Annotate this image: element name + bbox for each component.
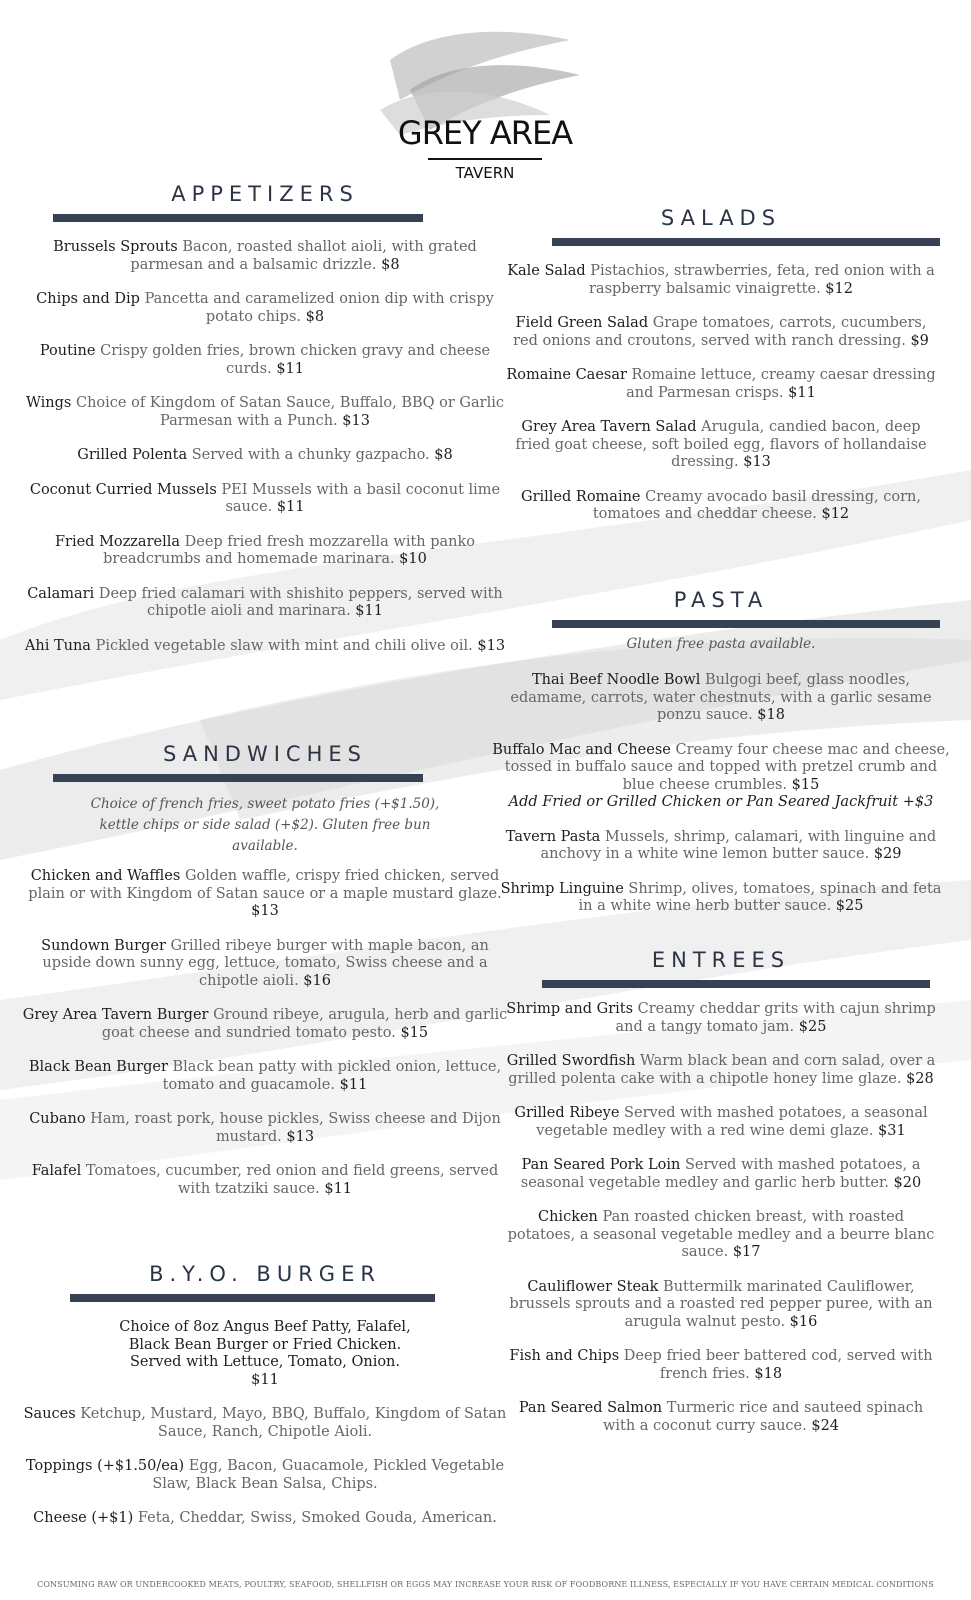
- menu-item-description: Creamy cheddar grits with cajun shrimp and a tangy tomato jam.: [615, 1001, 936, 1035]
- menu-item: [502, 1105, 940, 1140]
- menu-item-description: Egg, Bacon, Guacamole, Pickled Vegetable Slaw, Black Bean Salsa, Chips.: [152, 1458, 505, 1492]
- menu-item-price: $11: [350, 603, 383, 619]
- menu-item-name: Cauliflower Steak: [527, 1278, 659, 1295]
- appetizers-list: [20, 239, 510, 655]
- menu-item-name: Shrimp Linguine: [500, 880, 624, 897]
- menu-item: [502, 1053, 940, 1088]
- menu-item-name: Grilled Polenta: [77, 447, 188, 463]
- menu-item-description: Pistachios, strawberries, feta, red onion with a raspberry balsamic vinaigrette.: [585, 263, 935, 297]
- sandwiches-list: [20, 868, 510, 1198]
- menu-item-description: Turmeric rice and sauteed spinach with a coconut curry sauce.: [602, 1400, 924, 1434]
- menu-item: [492, 829, 950, 864]
- menu-item: [502, 1348, 940, 1383]
- section-title: SALADS: [660, 206, 782, 230]
- menu-item-name: Buffalo Mac and Cheese: [492, 741, 671, 758]
- menu-item: [492, 672, 950, 725]
- menu-item-description: Crispy golden fries, brown chicken gravy and cheese curds.: [95, 343, 491, 377]
- section-divider: [552, 238, 940, 246]
- menu-item: [502, 1157, 940, 1192]
- menu-item: [502, 1400, 940, 1435]
- menu-item-price: $17: [728, 1244, 761, 1260]
- menu-item: [504, 367, 938, 402]
- menu-item-description: Black bean patty with pickled onion, lettuce, tomato and guacamole.: [162, 1059, 502, 1093]
- menu-item-description: Creamy avocado basil dressing, corn, tomatoes and cheddar cheese.: [592, 488, 921, 522]
- menu-item-description: Tomatoes, cucumber, red onion and field greens, served with tzatziki sauce.: [81, 1163, 499, 1197]
- menu-item-description: Ground ribeye, arugula, herb and garlic goat cheese and sundried tomato pesto.: [101, 1007, 508, 1041]
- menu-item: [504, 419, 938, 472]
- menu-item-name: Cheese (+$1): [33, 1510, 134, 1526]
- menu-item-description: Feta, Cheddar, Swiss, Smoked Gouda, American.: [133, 1510, 497, 1526]
- menu-item-name: Coconut Curried Mussels: [29, 481, 217, 498]
- menu-item-description: Served with mashed potatoes, a seasonal vegetable medley with a red wine demi glaze.: [536, 1105, 928, 1139]
- menu-item-name: Toppings (+$1.50/ea): [25, 1458, 185, 1474]
- menu-item-description: Grilled ribeye burger with maple bacon, an upside down sunny egg, lettuce, tomato, Swiss cheese and a chipotle aioli.: [42, 937, 489, 989]
- menu-item-price: $16: [785, 1313, 818, 1330]
- menu-item-name: Fish and Chips: [509, 1348, 620, 1364]
- logo-subtitle: TAVERN: [455, 164, 515, 182]
- section-title: APPETIZERS: [171, 182, 359, 206]
- appetizers-section: [20, 180, 510, 655]
- menu-item: [20, 938, 510, 991]
- menu-item-price: $24: [806, 1417, 840, 1434]
- menu-item: [20, 395, 510, 430]
- menu-item-name: Calamari: [27, 585, 95, 602]
- menu-item-name: Tavern Pasta: [505, 828, 601, 845]
- logo-title: GREY AREA: [397, 114, 573, 152]
- section-title: ENTREES: [651, 948, 791, 972]
- menu-item-description: Served with a chunky gazpacho.: [187, 447, 430, 463]
- menu-item-name: Cubano: [29, 1111, 86, 1127]
- menu-item-price: $13: [738, 454, 771, 470]
- menu-item-description: Bacon, roasted shallot aioli, with grated parmesan and a balsamic drizzle.: [130, 239, 477, 273]
- footer-disclaimer: CONSUMING RAW OR UNDERCOOKED MEATS, POULTRY, SEAFOOD, SHELLFISH OR EGGS MAY INCREASE YOUR RISK OF FOODBORNE ILLNESS, ESPECIALLY IF YOU HAVE CERTAIN MEDICAL CONDITIONS: [37, 1580, 934, 1589]
- menu-item: [20, 447, 510, 465]
- menu-item-description: Deep fried fresh mozzarella with panko breadcrumbs and homemade marinara.: [103, 533, 476, 567]
- menu-item: [492, 881, 950, 916]
- menu-item-price: $18: [749, 1365, 783, 1382]
- menu-item-price: $8: [376, 256, 400, 273]
- menu-item-price: $25: [794, 1018, 827, 1035]
- menu-item: [20, 638, 510, 656]
- menu-item-price: $12: [816, 506, 850, 522]
- byo-list: [20, 1406, 510, 1528]
- menu-item-price: $31: [873, 1122, 906, 1139]
- entrees-section: [492, 946, 950, 1435]
- menu-item-price: $16: [298, 972, 331, 989]
- menu-item-description: Grape tomatoes, carrots, cucumbers, red onions and croutons, served with ranch dressing.: [513, 315, 927, 349]
- menu-item: [20, 291, 510, 326]
- menu-item-name: Grey Area Tavern Salad: [521, 419, 697, 435]
- menu-item-price: $11: [272, 499, 305, 515]
- menu-item-name: Chips and Dip: [36, 291, 140, 307]
- menu-item-name: Romaine Caesar: [506, 367, 627, 383]
- menu-item-price: $11: [335, 1076, 368, 1093]
- menu-item-addon: Add Fried or Grilled Chicken or Pan Seared Jackfruit +$3: [508, 794, 934, 810]
- menu-item-name: Grey Area Tavern Burger: [22, 1007, 209, 1023]
- menu-item-description: Mussels, shrimp, calamari, with linguine and anchovy in a white wine lemon butter sauce.: [540, 828, 937, 862]
- menu-item-description: Pancetta and caramelized onion dip with crispy potato chips.: [139, 291, 494, 325]
- sandwiches-section: [20, 740, 510, 1198]
- menu-item: [20, 868, 510, 921]
- menu-item-price: $13: [472, 637, 506, 654]
- menu-item: [20, 534, 510, 569]
- menu-item: [502, 1001, 940, 1036]
- menu-item-name: Chicken: [538, 1209, 598, 1225]
- byo-intro-price: $11: [251, 1371, 279, 1388]
- menu-item-name: Fried Mozzarella: [54, 533, 181, 550]
- menu-item-price: $9: [905, 332, 929, 349]
- menu-item: [502, 1279, 940, 1332]
- menu-item-price: $10: [394, 551, 427, 567]
- pasta-note: Gluten free pasta available.: [626, 636, 816, 652]
- logo-divider: [428, 158, 542, 160]
- menu-item-description: Pan roasted chicken breast, with roasted potatoes, a seasonal vegetable medley and a beurre blanc sauce.: [507, 1209, 935, 1260]
- byo-section: [20, 1260, 510, 1528]
- menu-item-description: Served with mashed potatoes, a seasonal vegetable medley and garlic herb butter.: [520, 1157, 921, 1191]
- menu-item-price: $8: [429, 447, 453, 463]
- menu-item-description: Pickled vegetable slaw with mint and chili olive oil.: [90, 637, 473, 654]
- section-title: SANDWICHES: [163, 742, 367, 766]
- menu-item: [20, 1111, 510, 1146]
- byo-intro: [20, 1319, 510, 1389]
- menu-item-description: Deep fried calamari with shishito peppers, served with chipotle aioli and marinara.: [94, 585, 503, 619]
- menu-item-description: Golden waffle, crispy fried chicken, served plain or with Kingdom of Satan sauce or a maple mustard glaze.: [28, 868, 502, 902]
- byo-intro-line: Choice of 8oz Angus Beef Patty, Falafel,: [119, 1319, 411, 1335]
- menu-item: [20, 1406, 510, 1441]
- section-divider: [53, 774, 423, 782]
- menu-item-price: $12: [820, 280, 853, 297]
- sandwiches-note: Choice of french fries, sweet potato fries (+$1.50), kettle chips or side salad (+$2). Gluten free bun available.: [90, 796, 440, 854]
- menu-item-description: Buttermilk marinated Cauliflower, brussels sprouts and a roasted red pepper puree, with an arugula walnut pesto.: [509, 1278, 933, 1330]
- menu-item-name: Pan Seared Pork Loin: [521, 1157, 681, 1173]
- menu-item-name: Brussels Sprouts: [53, 239, 178, 255]
- menu-item: [20, 482, 510, 517]
- menu-item-description: Creamy four cheese mac and cheese, tossed in buffalo sauce and topped with pretzel crumb and blue cheese crumbles.: [504, 741, 950, 793]
- menu-item-name: Black Bean Burger: [28, 1059, 168, 1075]
- menu-item-name: Pan Seared Salmon: [518, 1400, 663, 1416]
- menu-item: [504, 315, 938, 350]
- menu-item: [20, 1458, 510, 1493]
- menu-item: [20, 1510, 510, 1528]
- menu-item-price: $11: [319, 1180, 353, 1197]
- menu-item: [20, 343, 510, 378]
- section-divider: [542, 980, 930, 988]
- menu-item: [20, 1059, 510, 1094]
- menu-item-price: $20: [888, 1174, 922, 1191]
- menu-item-description: Warm black bean and corn salad, over a grilled polenta cake with a chipotle honey lime glaze.: [508, 1053, 936, 1087]
- entrees-list: [492, 1001, 950, 1435]
- menu-item: [492, 742, 950, 812]
- menu-item: [20, 586, 510, 621]
- salads-section: [492, 204, 950, 524]
- menu-item-name: Grilled Ribeye: [514, 1105, 620, 1121]
- pasta-section: [492, 586, 950, 916]
- menu-item-name: Wings: [26, 395, 72, 411]
- menu-item-price: $8: [301, 308, 325, 325]
- menu-item-price: $28: [901, 1070, 934, 1087]
- menu-item-description: Ham, roast pork, house pickles, Swiss cheese and Dijon mustard.: [85, 1111, 501, 1145]
- byo-intro-line: Served with Lettuce, Tomato, Onion.: [129, 1354, 401, 1370]
- menu-item-name: Grilled Romaine: [521, 488, 641, 505]
- pasta-list: [492, 672, 950, 916]
- menu-item-name: Poutine: [39, 343, 96, 359]
- section-title: PASTA: [673, 588, 769, 612]
- menu-item-name: Shrimp and Grits: [506, 1001, 634, 1017]
- menu-item-description: PEI Mussels with a basil coconut lime sauce.: [216, 481, 501, 515]
- menu-item-name: Thai Beef Noodle Bowl: [531, 672, 701, 688]
- section-divider: [552, 620, 940, 628]
- byo-intro-line: Black Bean Burger or Fried Chicken.: [128, 1336, 402, 1353]
- menu-item-price: $13: [251, 903, 279, 919]
- menu-item-description: Ketchup, Mustard, Mayo, BBQ, Buffalo, Kingdom of Satan Sauce, Ranch, Chipotle Aioli.: [75, 1406, 507, 1440]
- menu-item-name: Ahi Tuna: [24, 637, 91, 654]
- logo: [370, 20, 600, 185]
- menu-item-description: Deep fried beer battered cod, served with french fries.: [619, 1348, 933, 1382]
- menu-item-name: Chicken and Waffles: [30, 868, 181, 884]
- menu-item-description: Bulgogi beef, glass noodles, edamame, carrots, water chestnuts, with a garlic sesame ponzu sauce.: [510, 672, 932, 723]
- menu-item-description: Choice of Kingdom of Satan Sauce, Buffalo, BBQ or Garlic Parmesan with a Punch.: [71, 395, 504, 429]
- menu-item-price: $13: [337, 412, 370, 429]
- section-divider: [53, 214, 423, 222]
- menu-item-description: Arugula, candied bacon, deep fried goat cheese, soft boiled egg, flavors of hollandaise dressing.: [515, 419, 927, 470]
- menu-item: [504, 263, 938, 298]
- menu-item-name: Sauces: [23, 1406, 76, 1422]
- menu-item-price: $18: [752, 707, 785, 723]
- section-divider: [70, 1294, 435, 1302]
- menu-item: [504, 489, 938, 524]
- menu-item-price: $15: [395, 1024, 429, 1041]
- menu-item-price: $13: [281, 1128, 315, 1145]
- menu-item-price: $11: [783, 384, 816, 401]
- salads-list: [492, 263, 950, 524]
- menu-item-name: Field Green Salad: [515, 315, 649, 331]
- menu-item-price: $15: [787, 776, 820, 793]
- menu-item: [502, 1209, 940, 1262]
- menu-item-price: $29: [869, 846, 902, 862]
- menu-item-name: Sundown Burger: [41, 937, 166, 954]
- menu-item-name: Falafel: [31, 1163, 82, 1179]
- menu-item-description: Romaine lettuce, creamy caesar dressing and Parmesan crisps.: [626, 367, 936, 401]
- menu-item: [20, 239, 510, 274]
- menu-item: [20, 1163, 510, 1198]
- menu-item-description: Shrimp, olives, tomatoes, spinach and feta in a white wine herb butter sauce.: [578, 880, 942, 914]
- menu-item: [20, 1007, 510, 1042]
- section-title: B.Y.O. BURGER: [149, 1262, 381, 1286]
- menu-item-name: Grilled Swordfish: [506, 1053, 636, 1069]
- menu-item-price: $25: [831, 898, 864, 914]
- menu-item-price: $11: [271, 360, 305, 377]
- menu-item-name: Kale Salad: [507, 263, 586, 279]
